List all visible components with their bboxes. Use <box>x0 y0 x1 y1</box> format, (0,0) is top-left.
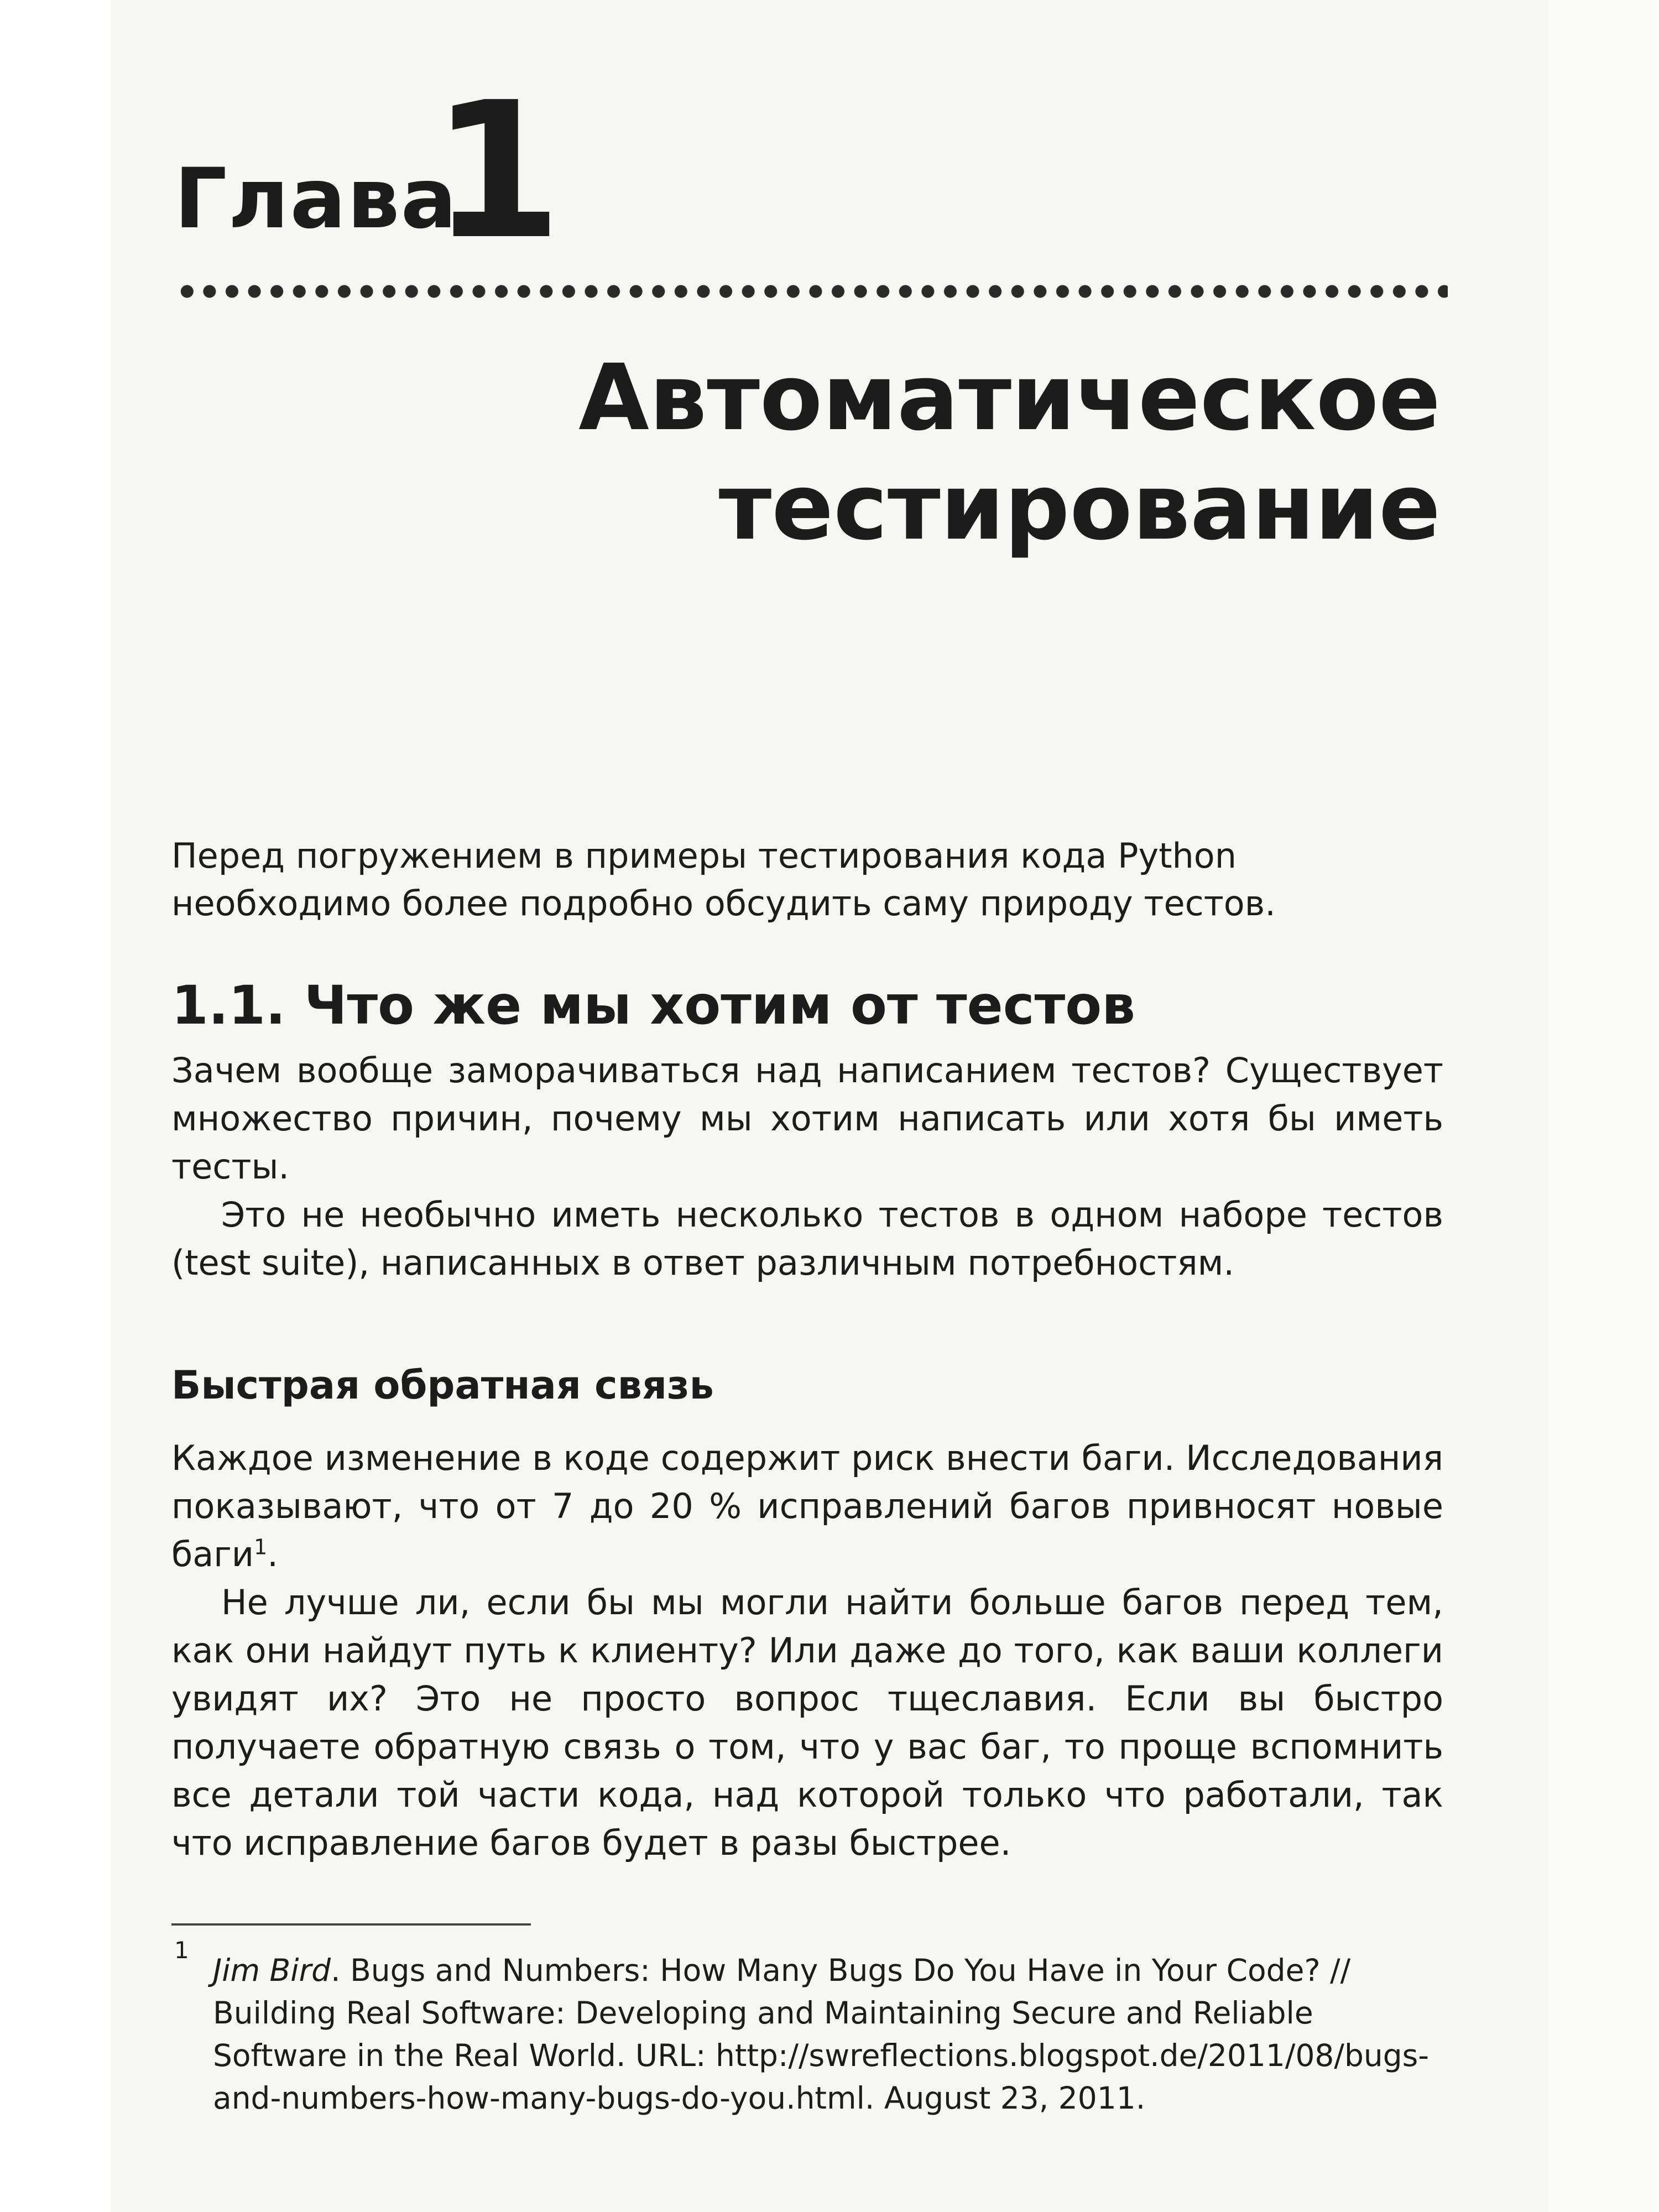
chapter-number: 1 <box>431 62 562 281</box>
section-paragraph-1: Зачем вообще заморачиваться над написанием тестов? Существует множество причин, почему мы хотим написать или хотя бы иметь тесты. <box>171 1050 1443 1187</box>
chapter-label: Глава <box>174 151 458 247</box>
footnote-body: . Bugs and Numbers: How Many Bugs Do You Have in Your Code? // Building Real Software: Developing and Maintaining Secure and Reliable Software in the Real World. URL: http://swreflections.blogspot.de/2011/08/bugs-and-numbers-how-many-bugs-do-you.html. August 23, 2011. <box>213 1953 1430 2116</box>
intro-paragraph: Перед погружением в примеры тестирования кода Python необходимо более подробно обсудить саму природу тестов. <box>171 836 1276 924</box>
footnote-reference: 1 <box>254 1535 268 1559</box>
chapter-title-line-1: Автоматическое <box>578 345 1441 451</box>
chapter-title <box>578 343 1441 562</box>
footnote-marker: 1 <box>174 1937 189 1964</box>
subsection-paragraph-2: Не лучше ли, если бы мы могли найти больше багов перед тем, как они найдут путь к клиенту? Или даже до того, как ваши коллеги увидят их? Это не просто вопрос тщеславия. Если вы быстро получаете обратную связь о том, что у вас баг, то проще вспомнить все детали той части кода, над которой только что работали, так что исправление багов будет в разы быстрее. <box>171 1582 1443 1863</box>
footnote-author: Jim Bird <box>213 1953 331 1988</box>
left-page-margin <box>0 0 111 2212</box>
section-heading: 1.1. Что же мы хотим от тестов <box>171 974 1135 1036</box>
subsection-heading: Быстрая обратная связь <box>171 1363 714 1408</box>
subsection-paragraph-1 <box>171 1434 1443 1578</box>
subsection-paragraph-1-text: Каждое изменение в коде содержит риск внести баги. Исследования показывают, что от 7 до 20 % исправлений багов привносят новые баги <box>171 1438 1443 1574</box>
dotted-divider <box>176 283 1448 300</box>
section-body <box>171 1046 1443 1287</box>
right-page-margin <box>1548 0 1659 2212</box>
subsection-paragraph-1-end: . <box>267 1534 279 1574</box>
footnote-text <box>213 1949 1443 2120</box>
subsection-body <box>171 1434 1443 1867</box>
footnote-divider <box>171 1923 531 1926</box>
chapter-title-line-2: тестирование <box>718 454 1441 560</box>
section-paragraph-2: Это не необычно иметь несколько тестов в одном наборе тестов (test suite), написанных в ответ различным потребностям. <box>171 1194 1443 1283</box>
